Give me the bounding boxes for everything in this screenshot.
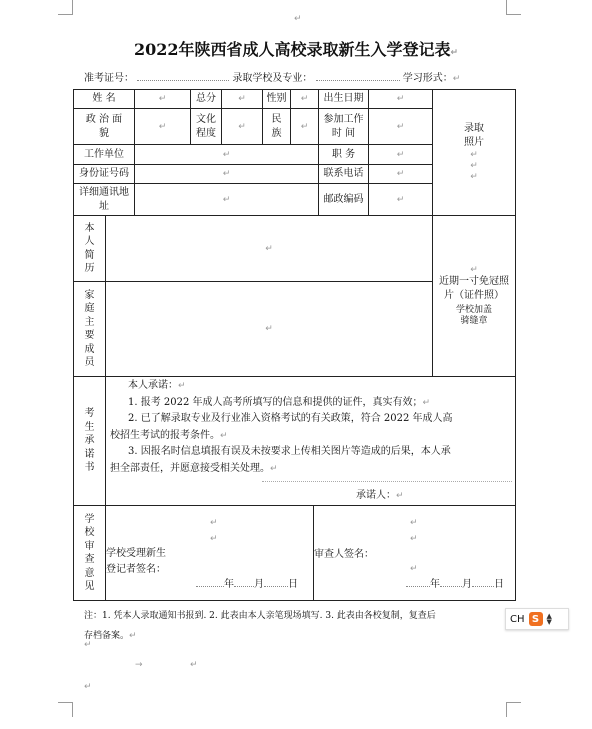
family-field[interactable]: ↵ (265, 324, 273, 334)
ethnicity-label: 民 族 (271, 113, 282, 139)
resume-label: 本人简历 (84, 222, 95, 274)
name-field[interactable]: ↵ (158, 94, 167, 104)
seal-note: 学校加盖骑缝章 (455, 305, 492, 326)
id-number-label: 身份证号码 (79, 168, 129, 179)
position-label: 职 务 (331, 148, 356, 160)
ethnicity-field[interactable]: ↵ (300, 121, 309, 132)
exam-no-field[interactable] (137, 80, 229, 81)
political-field[interactable]: ↵ (158, 121, 167, 132)
reviewer-cell[interactable]: ↵ ↵ 审查人签名： ↵ 年 月 日 (314, 518, 504, 590)
postcode-field[interactable]: ↵ (396, 194, 405, 205)
crop-mark-bottom-left (58, 702, 73, 717)
admit-photo-label: 录取照片 (464, 123, 484, 148)
pledge-side-label: 考生承诺书 (84, 408, 95, 474)
school-major-label: 录取学校及专业： (232, 73, 313, 84)
school-major-field[interactable] (316, 80, 400, 81)
crop-mark-top-left (58, 0, 73, 15)
work-start-label: 参加工作时 间 (323, 113, 364, 139)
footnote: 注：1. 凭本人录取通知书报到. 2. 此表由本人亲笔现场填写. 3. 此表由各校复制，复查后 存档备案。↵ (84, 611, 436, 641)
school-date: 年 月 日 (196, 579, 298, 591)
gender-label: 性别 (266, 93, 287, 104)
work-unit-label: 工作单位 (84, 148, 124, 160)
school-review-cell[interactable]: ↵ ↵ 学校受理新生 登记者签名： 年 月 日 (106, 518, 298, 590)
recent-photo-box[interactable]: ↵ 近期一寸免冠照片（证件照） 学校加盖骑缝章 (439, 265, 509, 326)
tab-mark-icon: → (135, 660, 143, 670)
phone-label: 联系电话 (323, 168, 364, 179)
total-score-label: 总分 (196, 93, 216, 104)
ime-language-label: CH (510, 613, 525, 625)
political-label: 政 治 面 貌 (85, 113, 123, 139)
position-field[interactable]: ↵ (396, 149, 405, 160)
address-label: 详细通讯地址 (79, 186, 129, 212)
work-unit-field[interactable]: ↵ (222, 149, 231, 160)
study-mode-label: 学习形式： (402, 73, 453, 84)
paragraph-mark-icon: ↵ (84, 640, 92, 650)
resume-field[interactable]: ↵ (265, 243, 273, 254)
review-side-label: 学校审查意见 (84, 513, 95, 592)
work-start-field[interactable]: ↵ (396, 121, 405, 132)
phone-field[interactable]: ↵ (396, 169, 405, 179)
paragraph-mark-icon: ↵ (84, 682, 92, 692)
paragraph-mark-icon: ↵ (190, 660, 198, 670)
education-label: 文化程度 (196, 113, 216, 139)
paragraph-mark-icon: ↵ (294, 14, 302, 24)
crop-mark-bottom-right (506, 702, 521, 717)
total-score-field[interactable]: ↵ (238, 94, 246, 104)
education-field[interactable]: ↵ (238, 121, 246, 132)
family-label: 家庭主要成员 (84, 289, 95, 368)
address-field[interactable]: ↵ (222, 194, 231, 205)
pledge-dotted-line (262, 481, 512, 482)
signer-label: 承诺人：↵ (356, 490, 404, 501)
document-title: 2022年陕西省成人高校录取新生入学登记表↵ (133, 40, 459, 59)
info-line: 准考证号： 录取学校及专业： 学习形式：↵ (84, 73, 461, 84)
ime-indicator[interactable] (505, 608, 569, 630)
birth-date-label: 出生日期 (323, 93, 364, 104)
birth-date-field[interactable]: ↵ (396, 94, 405, 104)
admit-photo-box[interactable]: 录取照片 ↵ ↵ ↵ (433, 90, 515, 215)
recent-photo-label: 近期一寸免冠照片（证件照） (439, 276, 509, 301)
postcode-label: 邮政编码 (323, 193, 364, 205)
gender-field[interactable]: ↵ (300, 94, 309, 104)
school-signer-label-b: 登记者签名： (106, 564, 166, 575)
reviewer-label: 审查人签名： (314, 549, 374, 560)
ime-toggle-icon: ▲ ▼ (546, 612, 552, 626)
exam-no-label: 准考证号： (84, 73, 134, 84)
reviewer-date: 年 月 日 (406, 579, 504, 591)
pledge-text: 本人承诺：↵ 1. 报考 2022 年成人高考所填写的信息和提供的证件，真实有效；↵ 2. 已了解录取专业及行业准入资格考试的有关政策，符合 2022 年成人高 校招生考试的报考条件。↵ 3. 因报名时信息填报有误及未按要求上传相关图片等造成的后果，本人承 担全部责任，并愿意接受相关处理。↵ (110, 380, 453, 474)
sogou-logo-icon: S (529, 612, 543, 626)
school-signer-label-a: 学校受理新生 (106, 548, 166, 559)
crop-mark-top-right (506, 0, 521, 15)
id-number-field[interactable]: ↵ (222, 169, 231, 179)
name-label: 姓 名 (92, 93, 116, 104)
